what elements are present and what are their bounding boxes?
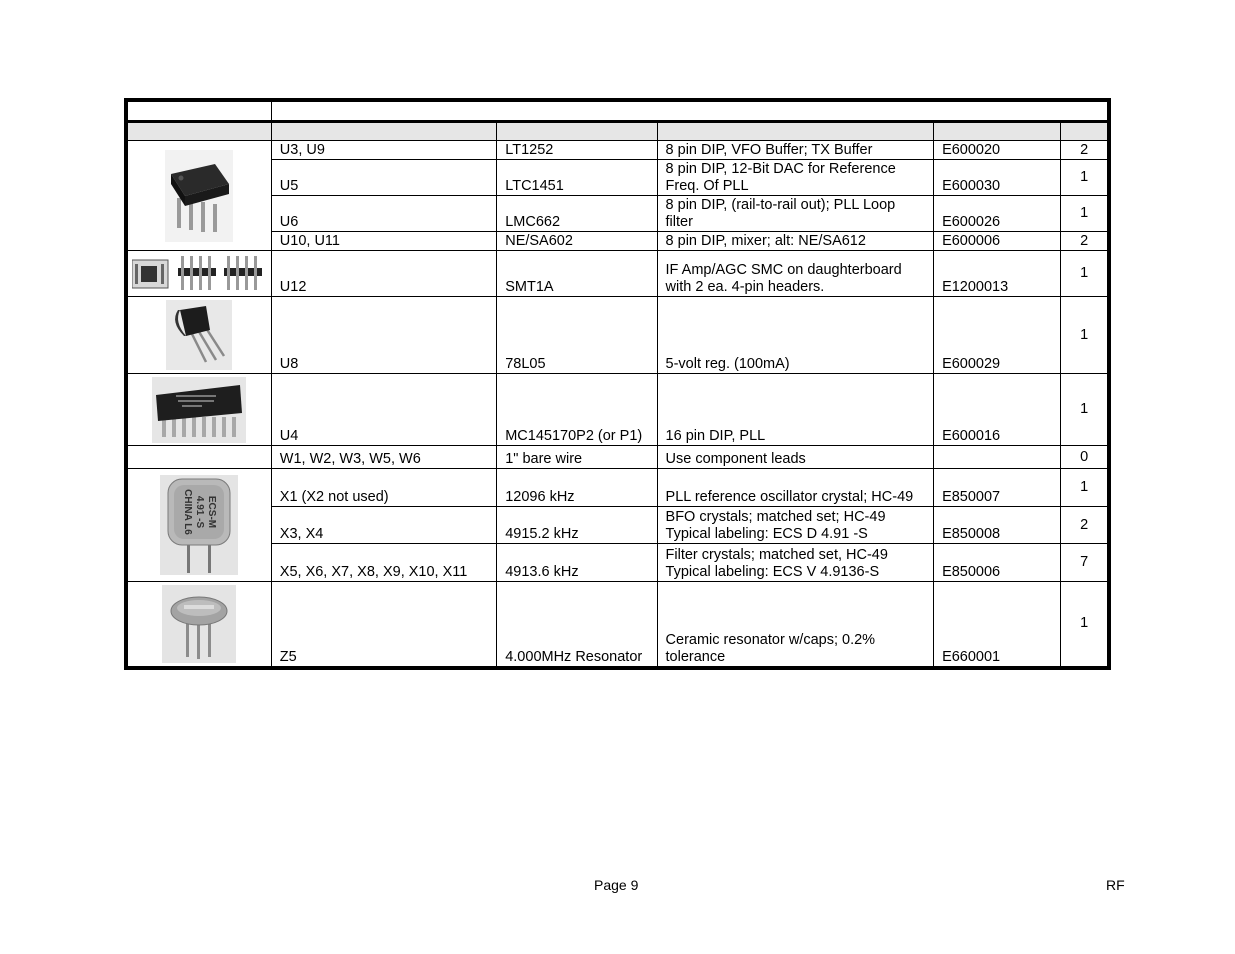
qty-cell: 1 bbox=[1061, 297, 1109, 374]
designator-cell: W1, W2, W3, W5, W6 bbox=[271, 446, 496, 469]
description-cell: Ceramic resonator w/caps; 0.2% tolerance bbox=[657, 582, 934, 668]
stock-cell: E850006 bbox=[934, 544, 1061, 582]
table-row bbox=[126, 141, 1109, 160]
qty-cell: 1 bbox=[1061, 196, 1109, 232]
description-cell: Use component leads bbox=[657, 446, 934, 469]
dip16-chip-icon bbox=[152, 377, 246, 443]
qty-cell: 1 bbox=[1061, 582, 1109, 668]
parts-table bbox=[124, 98, 1111, 670]
description-cell: Filter crystals; matched set, HC-49 Typical labeling: ECS V 4.9136-S bbox=[657, 544, 934, 582]
designator-cell: U6 bbox=[271, 196, 496, 232]
to92-regulator-icon bbox=[166, 300, 232, 370]
column-header bbox=[657, 122, 934, 141]
column-header bbox=[934, 122, 1061, 141]
description-cell: BFO crystals; matched set; HC-49 Typical labeling: ECS D 4.91 -S bbox=[657, 507, 934, 544]
dip8-chip-icon bbox=[165, 150, 233, 242]
designator-cell: U4 bbox=[271, 374, 496, 446]
stock-cell: E850007 bbox=[934, 469, 1061, 507]
description-cell: 8 pin DIP, (rail-to-rail out); PLL Loop filter bbox=[657, 196, 934, 232]
part-cell: LTC1451 bbox=[497, 160, 657, 196]
page-number: Page 9 bbox=[594, 877, 639, 893]
qty-cell: 1 bbox=[1061, 251, 1109, 297]
section-label: RF bbox=[1106, 877, 1125, 893]
table-row bbox=[126, 582, 1109, 668]
description-cell: 16 pin DIP, PLL bbox=[657, 374, 934, 446]
stock-cell: E1200013 bbox=[934, 251, 1061, 297]
column-header bbox=[271, 122, 496, 141]
stock-cell bbox=[934, 446, 1061, 469]
stock-cell: E600006 bbox=[934, 232, 1061, 251]
hc49-crystal-icon bbox=[160, 475, 238, 575]
part-cell: LT1252 bbox=[497, 141, 657, 160]
designator-cell: X1 (X2 not used) bbox=[271, 469, 496, 507]
part-cell: 4.000MHz Resonator bbox=[497, 582, 657, 668]
stock-cell: E850008 bbox=[934, 507, 1061, 544]
ceramic-resonator-icon bbox=[162, 585, 236, 663]
stock-cell: E600020 bbox=[934, 141, 1061, 160]
part-cell: 12096 kHz bbox=[497, 469, 657, 507]
part-cell: 4915.2 kHz bbox=[497, 507, 657, 544]
header-cell bbox=[271, 100, 1109, 122]
table-row bbox=[126, 507, 1109, 544]
dip8-image bbox=[126, 141, 271, 251]
smt-board-with-headers-icon bbox=[132, 254, 266, 294]
part-cell: 4913.6 kHz bbox=[497, 544, 657, 582]
stock-cell: E600016 bbox=[934, 374, 1061, 446]
stock-cell: E600026 bbox=[934, 196, 1061, 232]
designator-cell: U3, U9 bbox=[271, 141, 496, 160]
description-cell: 8 pin DIP, 12-Bit DAC for Reference Freq. Of PLL bbox=[657, 160, 934, 196]
stock-cell: E600029 bbox=[934, 297, 1061, 374]
designator-cell: X5, X6, X7, X8, X9, X10, X11 bbox=[271, 544, 496, 582]
qty-cell: 2 bbox=[1061, 141, 1109, 160]
smt-board-image bbox=[126, 251, 271, 297]
dip16-image bbox=[126, 374, 271, 446]
qty-cell: 1 bbox=[1061, 469, 1109, 507]
column-header-row bbox=[126, 122, 1109, 141]
table-row bbox=[126, 446, 1109, 469]
header-cell bbox=[126, 100, 271, 122]
qty-cell: 1 bbox=[1061, 160, 1109, 196]
designator-cell: X3, X4 bbox=[271, 507, 496, 544]
header-strip-1 bbox=[178, 256, 216, 290]
qty-cell: 7 bbox=[1061, 544, 1109, 582]
part-cell: NE/SA602 bbox=[497, 232, 657, 251]
table-row bbox=[126, 232, 1109, 251]
part-cell: 1" bare wire bbox=[497, 446, 657, 469]
table-row bbox=[126, 469, 1109, 507]
table-title-row bbox=[126, 100, 1109, 122]
column-header bbox=[497, 122, 657, 141]
table-row bbox=[126, 374, 1109, 446]
designator-cell: U12 bbox=[271, 251, 496, 297]
table-row bbox=[126, 297, 1109, 374]
description-cell: IF Amp/AGC SMC on daughterboard with 2 ea. 4-pin headers. bbox=[657, 251, 934, 297]
to92-image bbox=[126, 297, 271, 374]
header-strip-2 bbox=[224, 256, 262, 290]
description-cell: PLL reference oscillator crystal; HC-49 bbox=[657, 469, 934, 507]
stock-cell: E600030 bbox=[934, 160, 1061, 196]
designator-cell: U8 bbox=[271, 297, 496, 374]
empty-image-cell bbox=[126, 446, 271, 469]
table-row bbox=[126, 160, 1109, 196]
designator-cell: U10, U11 bbox=[271, 232, 496, 251]
crystal-marking-line1: ECS-M bbox=[206, 495, 218, 529]
column-header bbox=[126, 122, 271, 141]
part-cell: MC145170P2 (or P1) bbox=[497, 374, 657, 446]
description-cell: 8 pin DIP, VFO Buffer; TX Buffer bbox=[657, 141, 934, 160]
table-row bbox=[126, 196, 1109, 232]
qty-cell: 2 bbox=[1061, 232, 1109, 251]
description-cell: 5-volt reg. (100mA) bbox=[657, 297, 934, 374]
resonator-image bbox=[126, 582, 271, 668]
qty-cell: 1 bbox=[1061, 374, 1109, 446]
part-cell: LMC662 bbox=[497, 196, 657, 232]
qty-cell: 2 bbox=[1061, 507, 1109, 544]
crystal-marking-line3: CHINA L6 bbox=[182, 489, 194, 535]
crystal-image bbox=[126, 469, 271, 582]
crystal-marking-line2: 4.91 -S bbox=[194, 495, 206, 529]
table-row bbox=[126, 544, 1109, 582]
column-header bbox=[1061, 122, 1109, 141]
designator-cell: U5 bbox=[271, 160, 496, 196]
stock-cell: E660001 bbox=[934, 582, 1061, 668]
part-cell: 78L05 bbox=[497, 297, 657, 374]
designator-cell: Z5 bbox=[271, 582, 496, 668]
description-cell: 8 pin DIP, mixer; alt: NE/SA612 bbox=[657, 232, 934, 251]
table-row bbox=[126, 251, 1109, 297]
qty-cell: 0 bbox=[1061, 446, 1109, 469]
part-cell: SMT1A bbox=[497, 251, 657, 297]
